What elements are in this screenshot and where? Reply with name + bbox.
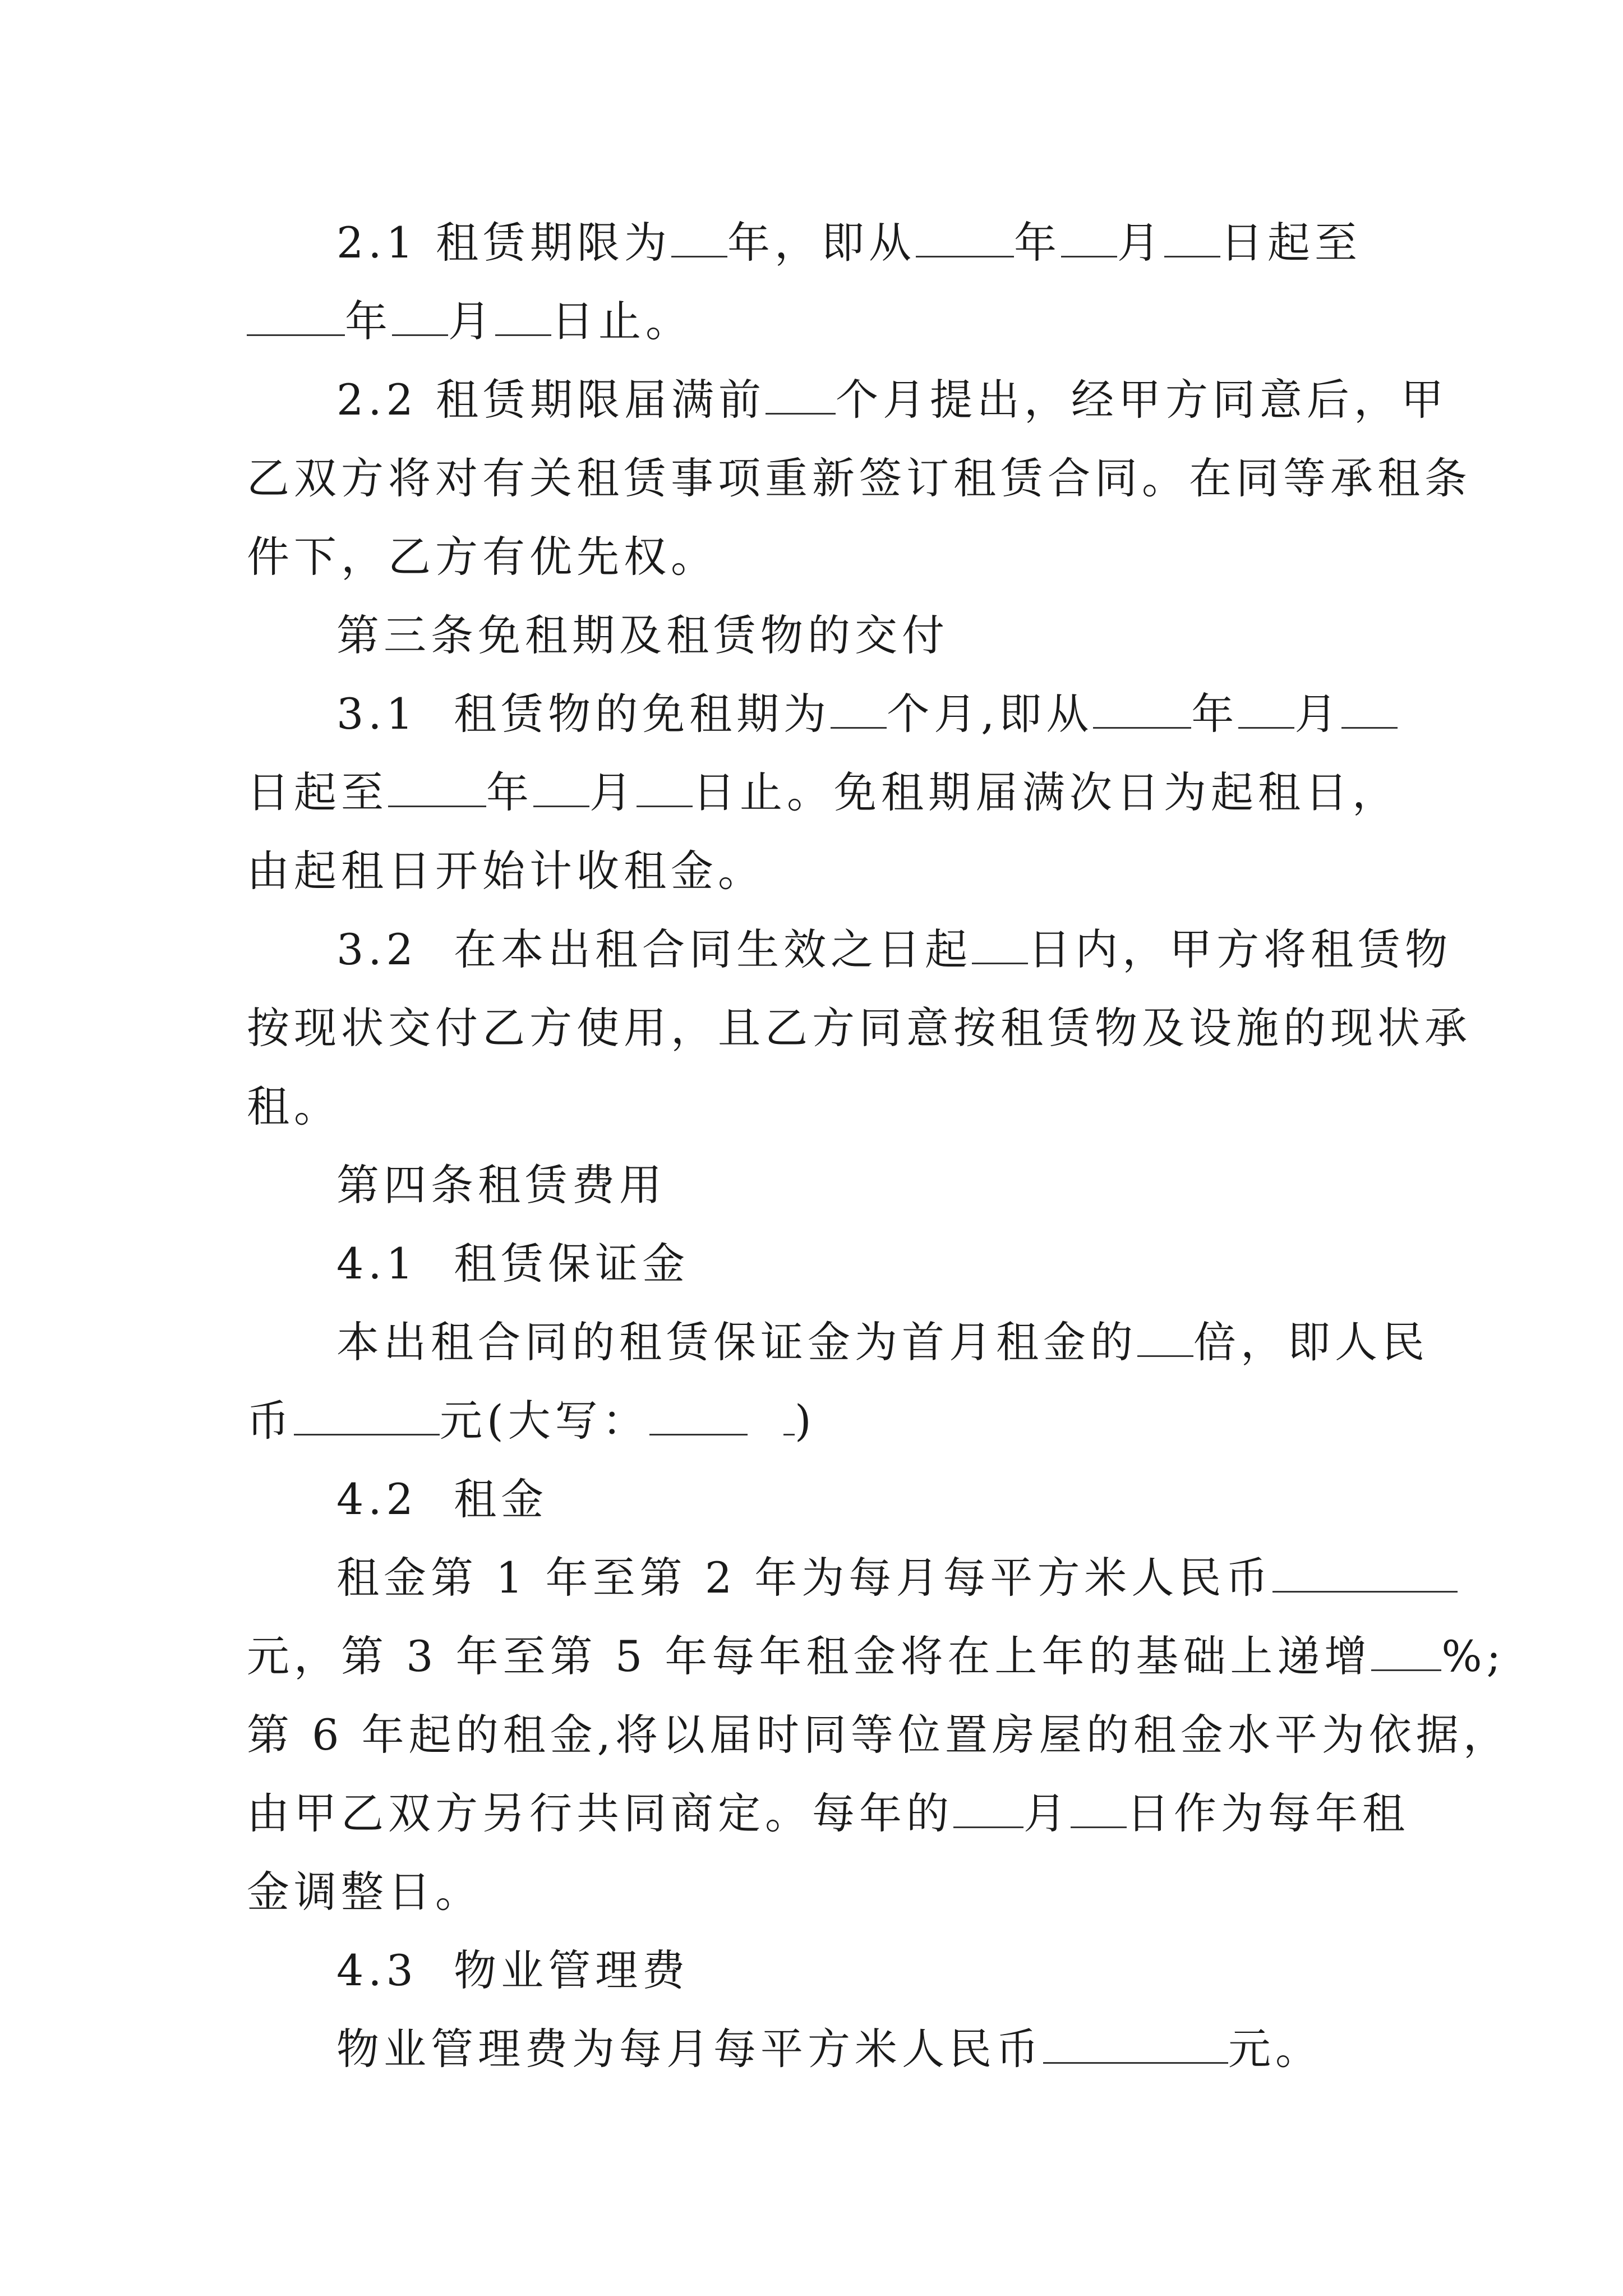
clause-text: 月 [1023,1788,1071,1838]
blank-free-end-year [388,765,486,807]
blank-years [671,215,727,257]
blank-start-day [1164,215,1220,257]
clause-text: 元(大写： [440,1396,649,1446]
blank-rent-rate [1272,1550,1458,1593]
clause-4-1-heading: 4.1 租赁保证金 [336,1239,690,1289]
clause-4-2-line-1 [336,1550,1402,1606]
clause-text: 本出租合同的租赁保证金为首月租金的 [336,1317,1137,1367]
clause-3-1-line-1 [336,686,1402,742]
article-3-heading: 第三条免租期及租赁物的交付 [336,610,949,660]
clause-3-1-line-3: 由起租日开始计收租金。 [247,846,765,896]
clause-text: ) [794,1396,816,1446]
blank-free-months [831,687,887,729]
blank-free-end-month [533,765,589,807]
clause-text: 月 [448,296,495,346]
blank-free-end-day [637,765,693,807]
clause-text: 3.2 在本出租合同生效之日起 [336,924,972,974]
clause-4-2-heading: 4.2 租金 [336,1474,548,1524]
clause-4-2-line-4 [247,1786,1409,1842]
blank-adjust-month [953,1786,1023,1828]
clause-text: 日止。 [551,296,693,346]
clause-text: 月 [589,767,637,817]
clause-text: 由甲乙双方另行共同商定。每年的 [247,1788,953,1838]
clause-text: %; [1441,1631,1506,1681]
blank-free-start-day [1341,687,1398,729]
clause-text: 年 [345,296,392,346]
clause-text: 日止。免租期届满次日为起租日， [693,767,1399,817]
blank-months [766,372,836,415]
clause-text: 月 [1294,689,1342,739]
clause-text: 3.1 租赁物的免租期为 [336,689,831,739]
clause-4-2-line-2 [247,1628,1506,1685]
clause-text: 年 [1191,689,1239,739]
clause-text: 2.2 租赁期限届满前 [336,375,766,425]
clause-text: 日作为每年租 [1127,1788,1409,1838]
clause-text: 年 [486,767,533,817]
blank-end-year [247,294,345,336]
clause-4-2-line-3: 第 6 年起的租金,将以届时同等位置房屋的租金水平为依据， [247,1710,1510,1760]
clause-text: 2.1 租赁期限为 [336,218,672,268]
blank-deposit-uppercase [649,1393,748,1435]
clause-2-1-line-2 [247,293,1391,349]
clause-text: 月 [1117,218,1165,268]
clause-text: 年 [1014,218,1062,268]
clause-text: 日起至 [1220,218,1362,268]
clause-text: 租金第 1 年至第 2 年为每月每平方米人民币 [336,1553,1273,1603]
blank-end-month [392,294,448,336]
clause-text: 元，第 3 年至第 5 年每年租金将在上年的基础上递增 [247,1631,1372,1681]
blank-free-start-month [1238,687,1294,729]
clause-text [748,1396,783,1446]
clause-text: 倍，即人民 [1193,1317,1429,1367]
blank-deposit-uppercase-end [783,1393,795,1435]
clause-2-2-line-3: 件下，乙方有优先权。 [247,532,718,582]
clause-4-1-line-1 [336,1314,1429,1370]
clause-text: 日起至 [247,767,388,817]
clause-4-1-line-2 [247,1393,1391,1449]
blank-start-month [1061,215,1117,257]
clause-text: 个月提出，经甲方同意后，甲 [836,375,1449,425]
clause-3-1-line-2 [247,765,1399,821]
blank-delivery-days [972,922,1028,964]
clause-text: 年，即从 [727,218,916,268]
clause-text: 日内，甲方将租赁物 [1028,924,1453,974]
clause-text: 币 [247,1396,294,1446]
blank-end-day [495,294,551,336]
clause-4-3-line-1 [336,2021,1402,2077]
clause-3-2-line-2: 按现状交付乙方使用，且乙方同意按租赁物及设施的现状承 [247,1003,1472,1053]
clause-2-2-line-2: 乙双方将对有关租赁事项重新签订租赁合同。在同等承租条 [247,453,1472,503]
clause-4-3-heading: 4.3 物业管理费 [336,1945,690,1995]
blank-adjust-day [1071,1786,1127,1828]
clause-text: 个月,即从 [887,689,1094,739]
clause-4-2-line-5: 金调整日。 [247,1867,482,1917]
blank-management-fee [1043,2022,1228,2064]
blank-free-start-year [1093,687,1191,729]
clause-2-1-line-1 [336,215,1402,271]
blank-deposit-multiple [1137,1315,1193,1357]
blank-start-year [916,215,1014,257]
blank-rent-increase [1371,1629,1441,1671]
clause-2-2-line-1 [336,372,1449,428]
blank-deposit-amount [294,1393,440,1435]
article-4-heading: 第四条租赁费用 [336,1160,666,1210]
clause-text: 物业管理费为每月每平方米人民币 [336,2024,1043,2074]
clause-text: 元。 [1228,2024,1322,2074]
clause-3-2-line-3: 租。 [247,1082,341,1131]
clause-3-2-line-1 [336,922,1453,978]
